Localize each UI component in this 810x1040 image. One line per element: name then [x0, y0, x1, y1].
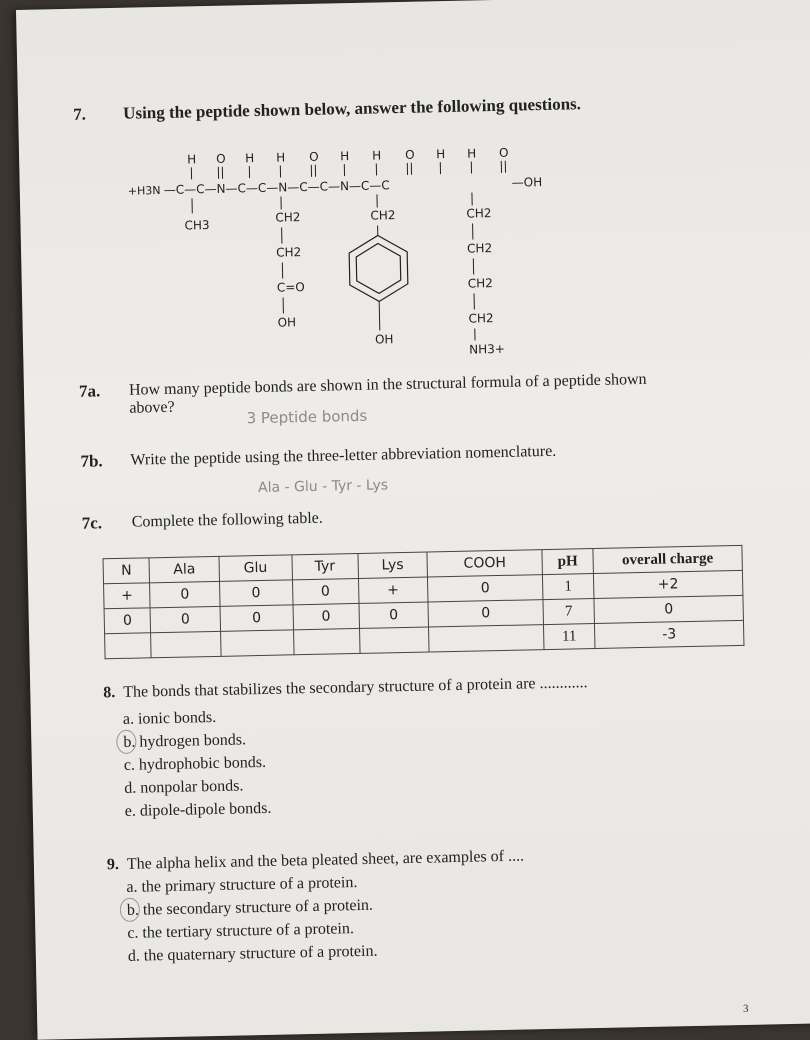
- header-cell-overall-charge: overall charge: [593, 545, 742, 573]
- q8-option-d: d. nonpolar bonds.: [124, 777, 243, 797]
- o-label: O: [499, 146, 509, 160]
- table-cell: [151, 631, 221, 657]
- table-cell: [105, 633, 152, 659]
- ch3-label: CH3: [184, 218, 209, 233]
- h-label: H: [436, 147, 445, 161]
- table-cell: 0: [359, 602, 429, 628]
- q7b-number: 7b.: [80, 451, 103, 471]
- q9-number: 9.: [107, 856, 119, 874]
- h-label: H: [467, 146, 476, 160]
- q8-number: 8.: [103, 684, 115, 702]
- q7a-number: 7a.: [79, 381, 101, 401]
- q9-prompt: The alpha helix and the beta pleated sheet, are examples of ....: [127, 848, 524, 874]
- ch2-label: CH2: [466, 206, 491, 221]
- ch2-label: CH2: [468, 311, 493, 326]
- q9-option-d: d. the quaternary structure of a protein.: [128, 943, 378, 966]
- table-cell: +: [358, 577, 428, 603]
- table-cell-ph: 7: [543, 599, 595, 625]
- amine-terminus: +H3N: [128, 184, 161, 198]
- q7c-prompt: Complete the following table.: [132, 510, 323, 532]
- table-cell-charge: 0: [594, 595, 743, 623]
- table-cell: 0: [219, 580, 292, 607]
- ch2-label: CH2: [370, 208, 395, 223]
- table-cell: 0: [150, 606, 220, 632]
- q8-option-a: a. ionic bonds.: [123, 709, 217, 729]
- q7b-prompt: Write the peptide using the three-letter abbreviation nomenclature.: [130, 443, 556, 470]
- oh-label: OH: [277, 315, 296, 329]
- table-cell-charge: +2: [593, 570, 742, 598]
- nh3-label: NH3+: [469, 342, 505, 357]
- table-cell: [220, 630, 293, 657]
- q8-option-b: b. hydrogen bonds.: [123, 731, 246, 752]
- o-label: O: [216, 152, 226, 166]
- q9-option-a: a. the primary structure of a protein.: [126, 874, 357, 897]
- table-cell-charge: -3: [594, 620, 743, 648]
- table-cell: 0: [104, 608, 151, 634]
- h-label: H: [187, 152, 196, 166]
- header-cell: Ala: [149, 556, 219, 582]
- q7-prompt: Using the peptide shown below, answer the following questions.: [123, 94, 581, 124]
- q8-prompt: The bonds that stabilizes the secondary structure of a protein are ............: [123, 674, 588, 702]
- table-cell: [359, 627, 429, 653]
- ch2-label: CH2: [467, 241, 492, 256]
- ch2-label: CH2: [276, 245, 301, 260]
- table-cell: +: [104, 583, 151, 609]
- o-label: O: [405, 148, 415, 162]
- q9-option-c: c. the tertiary structure of a protein.: [127, 920, 354, 943]
- table-cell: 0: [292, 578, 358, 604]
- header-cell: Tyr: [292, 553, 358, 579]
- header-cell: Glu: [219, 555, 292, 582]
- table-cell: 0: [150, 581, 220, 607]
- page-number: 3: [743, 1003, 749, 1015]
- q8-option-c: c. hydrophobic bonds.: [124, 754, 267, 775]
- backbone-atoms: —C—C—N—C—C—N—C—C—N—C—C: [164, 178, 390, 197]
- carboxyl-terminus: —OH: [512, 175, 543, 190]
- h-label: H: [276, 150, 285, 164]
- table-cell: 0: [220, 605, 293, 632]
- table-cell: [293, 628, 359, 654]
- q7a-prompt-line1: How many peptide bonds are shown in the structural formula of a peptide shown: [129, 371, 647, 400]
- h-label: H: [340, 149, 349, 163]
- table-cell: [429, 625, 544, 652]
- h-label: H: [245, 151, 254, 165]
- q7c-number: 7c.: [82, 513, 103, 533]
- table-cell-ph: 11: [543, 624, 595, 650]
- oh-label: OH: [375, 332, 394, 346]
- peptide-structure-diagram: [119, 131, 684, 373]
- ch2-label: CH2: [275, 210, 300, 225]
- table-cell-ph: 1: [542, 574, 594, 600]
- q7a-prompt-line2: above?: [129, 399, 175, 418]
- ch2-label: CH2: [468, 276, 493, 291]
- charge-table: [103, 545, 745, 659]
- o-label: O: [309, 150, 319, 164]
- header-cell: Lys: [358, 552, 428, 578]
- co-label: C=O: [277, 280, 305, 295]
- table-cell: 0: [428, 600, 543, 627]
- header-cell-ph: pH: [542, 549, 594, 575]
- q9-option-b: b. the secondary structure of a protein.: [127, 897, 373, 920]
- table-cell: 0: [293, 603, 359, 629]
- worksheet-page: [16, 0, 810, 1040]
- table-cell: 0: [428, 575, 543, 602]
- benzene-ring: [349, 235, 408, 302]
- q7a-handwritten-answer: 3 Peptide bonds: [246, 407, 367, 428]
- q7b-handwritten-answer: Ala - Glu - Tyr - Lys: [258, 477, 388, 496]
- header-cell: COOH: [427, 550, 542, 577]
- q8-option-e: e. dipole-dipole bonds.: [125, 800, 272, 821]
- q7-number: 7.: [73, 105, 86, 125]
- h-label: H: [372, 148, 381, 162]
- header-cell: N: [103, 558, 150, 584]
